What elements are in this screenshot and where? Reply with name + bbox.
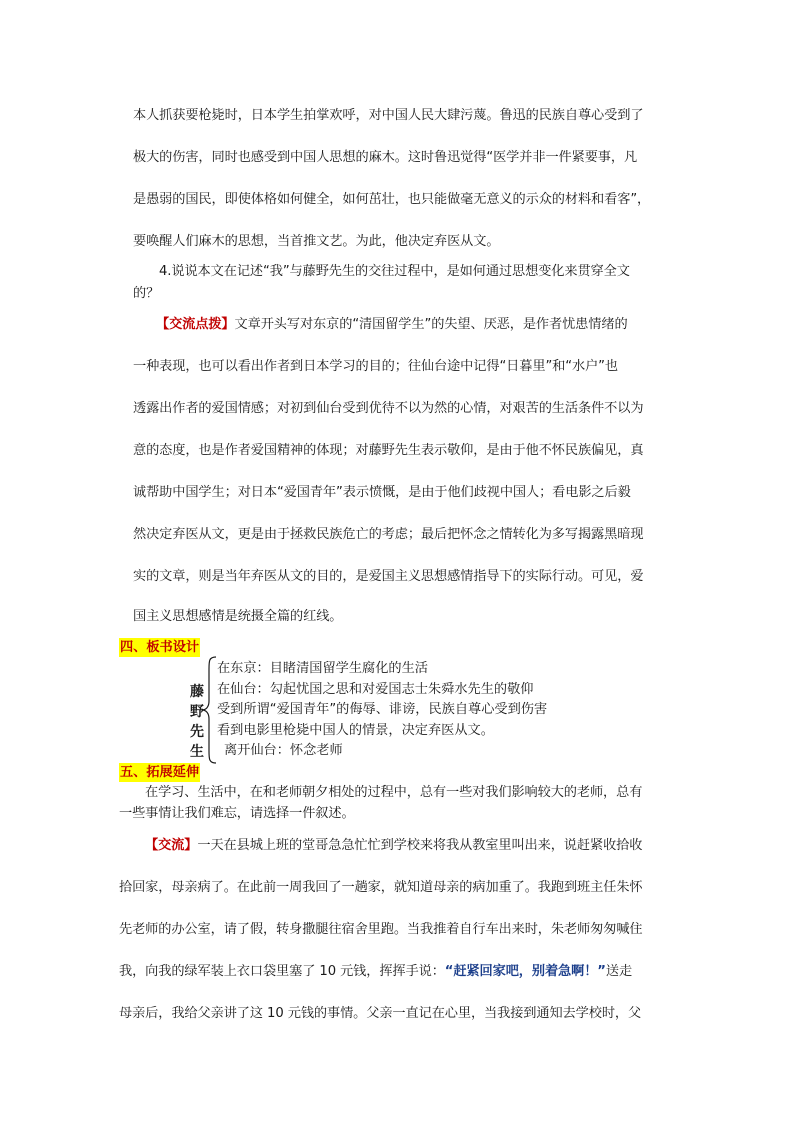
board-item-3: 受到所谓“爱国青年”的侮辱、诽谤，民族自尊心受到伤害	[217, 702, 548, 717]
answer-first-line: 文章开头写对东京的“清国留学生”的失望、厌恶，是作者忧患情绪的	[234, 317, 628, 332]
exchange-quote: “赶紧回家吧，别着急啊！”	[444, 964, 606, 979]
exchange-line-5: 母亲后，我给父亲讲了这 10 元钱的事情。父亲一直记在心里，当我接到通知去学校时，父	[119, 1006, 642, 1021]
vertical-title-char-1: 藤	[190, 684, 204, 700]
vertical-title-char-4: 生	[190, 744, 204, 760]
board-item-2: 在仙台：勾起忧国之思和对爱国志士朱舜水先生的敬仰	[217, 682, 534, 697]
answer-line-4: 意的态度，也是作者爱国精神的体现；对藤野先生表示敬仰，是由于他不怀民族偏见，真	[133, 443, 644, 458]
question4-line-2: 的？	[133, 286, 160, 301]
exchange-line-4-after: 送走	[605, 964, 633, 979]
exchange-line-3: 先老师的办公室，请了假，转身撒腿往宿舍里跑。当我推着自行车出来时，朱老师匆匆喊住	[119, 922, 643, 937]
answer-line-8: 国主义思想感情是统摄全篇的红线。	[133, 609, 343, 624]
answer-line-5: 诚帮助中国学生；对日本“爱国青年”表示愤慨，是由于他们歧视中国人；看电影之后毅	[133, 485, 631, 500]
board-item-5: 离开仙台：怀念老师	[224, 743, 343, 758]
answer-line-6: 然决定弃医从文，更是由于拯救民族危亡的考虑；最后把怀念之情转化为多写揭露黑暗现	[133, 527, 644, 542]
answer-label: 【交流点拨】	[156, 317, 235, 332]
question4-line-1: 4.说说本文在记述“我”与藤野先生的交往过程中，是如何通过思想变化来贯穿全文	[159, 264, 630, 279]
section5-heading: 五、拓展延伸	[120, 765, 200, 780]
answer-line-1	[156, 315, 628, 335]
vertical-title-char-3: 先	[190, 724, 204, 740]
board-item-4: 看到电影里枪毙中国人的情景，决定弃医从文。	[217, 723, 494, 738]
vertical-title-char-2: 野	[190, 704, 204, 720]
para1-line-2: 极大的伤害，同时也感受到中国人思想的麻木。这时鲁迅觉得“医学并非一件紧要事，凡	[133, 150, 638, 165]
exchange-line-4-before: 我，向我的绿军装上衣口袋里塞了 10 元钱，挥挥手说：	[119, 964, 445, 979]
answer-line-3: 透露出作者的爱国情感；对初到仙台受到优待不以为然的心情，对艰苦的生活条件不以为	[133, 401, 644, 416]
section5-prompt-line-1: 在学习、生活中，在和老师朝夕相处的过程中，总有一些对我们影响较大的老师，总有	[145, 785, 643, 800]
para1-line-3: 是愚弱的国民，即使体格如何健全，如何茁壮，也只能做毫无意义的示众的材料和看客”，	[133, 192, 651, 207]
section4-heading: 四、板书设计	[120, 640, 200, 655]
exchange-line-1	[145, 836, 642, 856]
exchange-line-2: 拾回家，母亲病了。在此前一周我回了一趟家，就知道母亲的病加重了。我跑到班主任朱怀	[119, 880, 643, 895]
answer-line-7: 实的文章，则是当年弃医从文的目的，是爱国主义思想感情指导下的实际行动。可见，爱	[133, 569, 644, 584]
exchange-label: 【交流】	[145, 838, 198, 853]
exchange-first-line: 一天在县城上班的堂哥急急忙忙到学校来将我从教室里叫出来，说赶紧收拾收	[197, 838, 643, 853]
para1-line-4: 要唤醒人们麻木的思想，当首推文艺。为此，他决定弃医从文。	[133, 234, 500, 249]
answer-line-2: 一种表现，也可以看出作者到日本学习的目的；往仙台途中记得“日暮里”和“水户”也	[133, 359, 618, 374]
exchange-line-4	[119, 962, 632, 982]
left-brace-icon	[200, 655, 218, 765]
para1-line-1: 本人抓获要枪毙时，日本学生拍掌欢呼，对中国人民大肆污蔑。鲁迅的民族自尊心受到了	[133, 108, 644, 123]
section5-prompt-line-2: 一些事情让我们难忘，请选择一件叙述。	[119, 806, 355, 821]
board-item-1: 在东京：目睹清国留学生腐化的生活	[217, 661, 428, 676]
